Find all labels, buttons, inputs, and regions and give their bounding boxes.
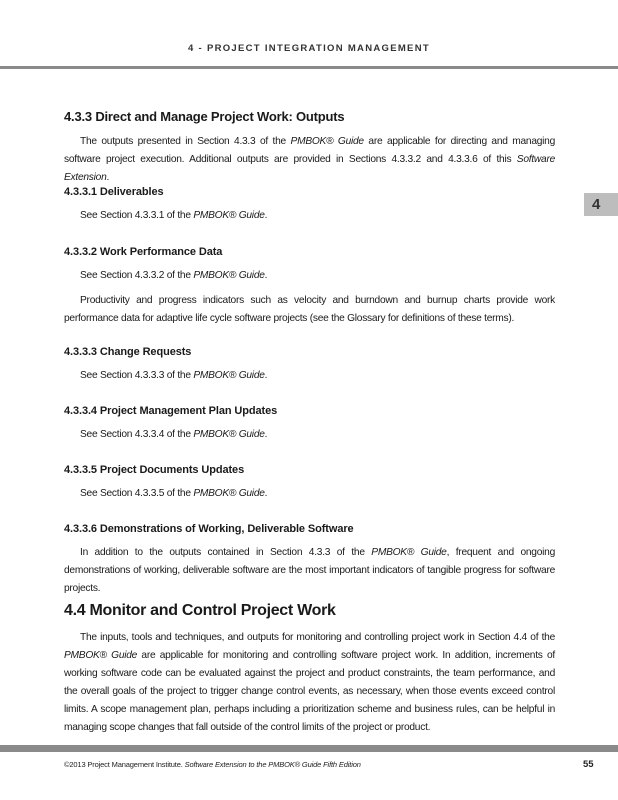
section-heading: 4.3.3 Direct and Manage Project Work: Outputs [64, 109, 345, 124]
running-header: 4 - PROJECT INTEGRATION MANAGEMENT [188, 43, 430, 54]
section-4-3-3-1 [64, 184, 555, 225]
section-4-3-3-4 [64, 403, 555, 444]
subsection-heading: 4.3.3.1 Deliverables [64, 186, 164, 198]
section-4-3-3-3 [64, 344, 555, 385]
section-heading: 4.4 Monitor and Control Project Work [64, 602, 336, 619]
subsection-heading: 4.3.3.3 Change Requests [64, 346, 192, 358]
section-4-3-3-6 [64, 521, 555, 598]
subsection-heading: 4.3.3.5 Project Documents Updates [64, 464, 245, 476]
paragraph: In addition to the outputs contained in Section 4.3.3 of the PMBOK® Guide, frequent and ongoing demonstrations of working, deliverable software are the most important indicators of tangible progress for software projects. [64, 547, 555, 594]
paragraph: See Section 4.3.3.5 of the PMBOK® Guide. [80, 488, 268, 499]
paragraph: The inputs, tools and techniques, and outputs for monitoring and controlling project work in Section 4.4 of the PMBOK® Guide are applicable for monitoring and controlling software project work. In addition, increments of working software code can be evaluated against the project and product constraints, the team performance, and the overall goals of the project to trigger change control events, as necessary, when those events exceed control limits. A scope management plan, perhaps including a prioritization scheme and business rules, can be helpful in managing scope changes that fall outside of the control limits of the project or product. [64, 632, 555, 733]
section-4-3-3-5 [64, 462, 555, 503]
section-4-4 [64, 601, 555, 737]
section-4-3-3-2 [64, 244, 555, 328]
subsection-heading: 4.3.3.2 Work Performance Data [64, 246, 223, 258]
paragraph: See Section 4.3.3.4 of the PMBOK® Guide. [80, 429, 268, 440]
footer-copyright: ©2013 Project Management Institute. Software Extension to the PMBOK® Guide Fifth Edition [64, 760, 361, 769]
section-4-3-3 [64, 108, 555, 187]
subsection-heading: 4.3.3.4 Project Management Plan Updates [64, 405, 278, 417]
paragraph: Productivity and progress indicators such as velocity and burndown and burnup charts provide work performance data for adaptive life cycle software projects (see the Glossary for definitions of these terms). [64, 295, 555, 324]
paragraph: See Section 4.3.3.2 of the PMBOK® Guide. [80, 270, 268, 281]
footer-rule [0, 745, 618, 752]
paragraph: The outputs presented in Section 4.3.3 of the PMBOK® Guide are applicable for directing and managing software project execution. Additional outputs are provided in Sections 4.3.3.2 and 4.3.3.6 of this Software Extension. [64, 136, 555, 183]
paragraph: See Section 4.3.3.3 of the PMBOK® Guide. [80, 370, 268, 381]
paragraph: See Section 4.3.3.1 of the PMBOK® Guide. [80, 210, 268, 221]
chapter-tab: 4 [584, 193, 618, 216]
page-number: 55 [583, 759, 594, 770]
header-rule [0, 66, 618, 69]
subsection-heading: 4.3.3.6 Demonstrations of Working, Deliverable Software [64, 523, 354, 535]
